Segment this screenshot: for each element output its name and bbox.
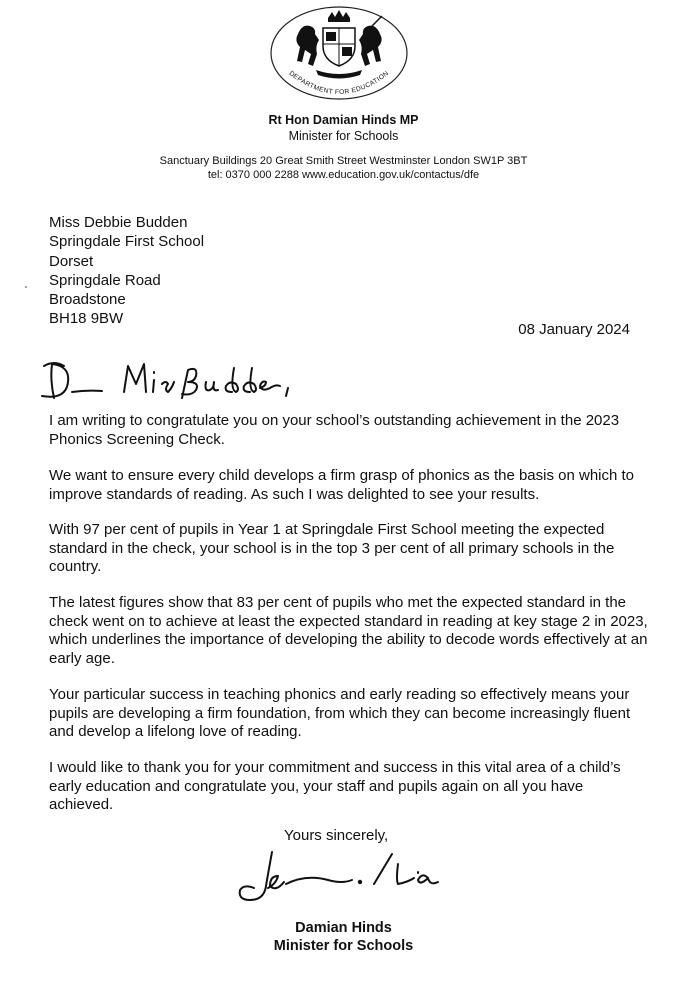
- body-paragraph: I would like to thank you for your commitment and success in this vital area of a child’s early education and congratulate you, your staff and pupils again on all you have achieved.: [49, 759, 621, 814]
- body-paragraph: With 97 per cent of pupils in Year 1 at Springdale First School meeting the expected standard in the check, your school is in the top 3 per cent of all primary schools in the country.: [49, 521, 615, 576]
- recipient-line: Springdale Road: [49, 271, 161, 289]
- recipient-line: Dorset: [49, 252, 94, 270]
- body-paragraph: Your particular success in teaching phonics and early reading so effectively means your pupils are developing a firm foundation, from which they can become increasingly fluent and develop a lifelong love of reading.: [49, 686, 631, 741]
- handwritten-signature: [232, 848, 454, 904]
- body-paragraph: The latest figures show that 83 per cent of pupils who met the expected standard in the check went on to achieve at least the expected standard in reading at key stage 2 in 2023, which underlines the importance of developing the ability to decode words effectively at an early age.: [49, 594, 648, 667]
- signer-title: Minister for Schools: [273, 938, 414, 954]
- recipient-address: [49, 213, 204, 329]
- crest-label: DEPARTMENT FOR EDUCATION: [287, 69, 391, 97]
- sender-role: Minister for Schools: [288, 129, 399, 143]
- recipient-line: Miss Debbie Budden: [49, 214, 188, 231]
- body-paragraph: I am writing to congratulate you on your school’s outstanding achievement in the 2023 Phonics Screening Check.: [49, 412, 620, 448]
- department-for-education-crest: [268, 4, 410, 102]
- recipient-line: Springdale First School: [49, 233, 205, 251]
- closing: Yours sincerely,: [284, 827, 389, 844]
- body-paragraph: We want to ensure every child develops a firm grasp of phonics as the basis on which to improve standards of reading. As such I was delighted to see your results.: [49, 467, 635, 503]
- recipient-line: Broadstone: [49, 291, 126, 309]
- sender-address: Sanctuary Buildings 20 Great Smith Street Westminster London SW1P 3BT: [159, 155, 528, 167]
- recipient-line: BH18 9BW: [49, 310, 124, 328]
- sender-name: Rt Hon Damian Hinds MP: [268, 113, 419, 127]
- signer-name: Damian Hinds: [295, 920, 392, 936]
- handwritten-salutation: [38, 358, 298, 406]
- sender-contact: tel: 0370 000 2288 www.education.gov.uk/contactus/dfe: [207, 169, 480, 181]
- letter-date: 08 January 2024: [518, 321, 630, 338]
- scan-speck: [25, 286, 27, 288]
